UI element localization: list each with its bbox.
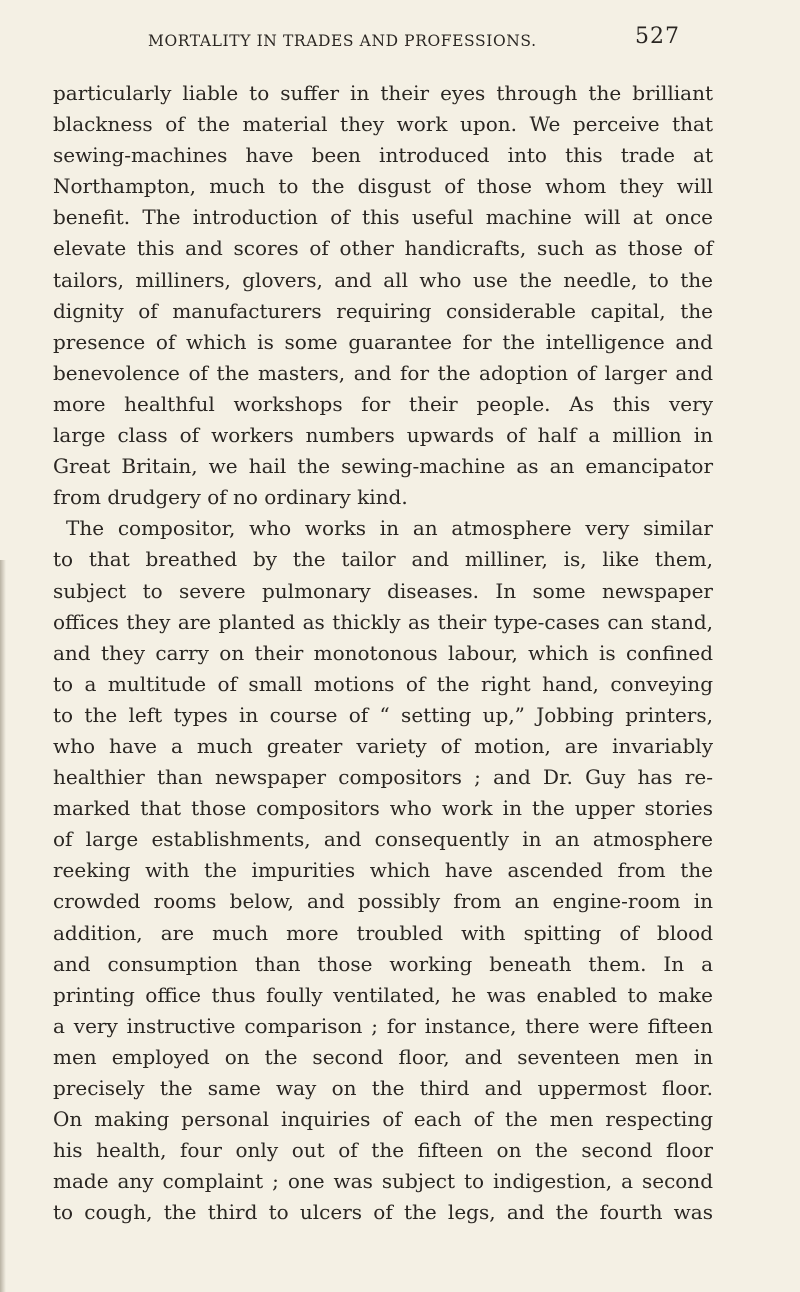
text-line: marked that those compositors who work in the upper stories (53, 796, 713, 821)
text-line: printing office thus foully ventilated, he was enabled to make (53, 982, 713, 1007)
text-line: addition, are much more troubled with spitting of blood (53, 920, 713, 945)
text-line: and they carry on their monotonous labour, which is confined (53, 640, 713, 665)
text-line: tailors, milliners, glovers, and all who use the needle, to the (53, 267, 713, 292)
text-line: sewing-machines have been introduced into this trade at (53, 143, 713, 168)
paragraph-first-line: The compositor, who works in an atmosphere very similar (66, 516, 713, 541)
text-line: Northampton, much to the disgust of those whom they will (53, 174, 713, 199)
text-line: a very instructive comparison ; for instance, there were fifteen (53, 1013, 713, 1038)
text-line: dignity of manufacturers requiring considerable capital, the (53, 298, 713, 323)
text-line: benevolence of the masters, and for the adoption of larger and (53, 360, 713, 385)
text-line: large class of workers numbers upwards of half a million in (53, 423, 713, 448)
text-line: presence of which is some guarantee for the intelligence and (53, 329, 713, 354)
text-line: On making personal inquiries of each of the men respecting (53, 1107, 713, 1132)
page-edge-shadow (0, 560, 6, 1292)
text-line: benefit. The introduction of this useful machine will at once (53, 205, 713, 230)
page-number: 527 (635, 24, 680, 49)
text-line: made any complaint ; one was subject to indigestion, a second (53, 1169, 713, 1194)
text-line: offices they are planted as thickly as their type-cases can stand, (53, 609, 713, 634)
running-head: MORTALITY IN TRADES AND PROFESSIONS. (148, 32, 537, 50)
text-line: blackness of the material they work upon. We perceive that (53, 112, 713, 137)
text-line: to the left types in course of “ setting up,” Jobbing printers, (53, 702, 713, 727)
text-line: more healthful workshops for their people. As this very (53, 391, 713, 416)
text-line: of large establishments, and consequently in an atmosphere (53, 827, 713, 852)
text-line: to cough, the third to ulcers of the legs, and the fourth was (53, 1200, 713, 1225)
text-line: and consumption than those working beneath them. In a (53, 951, 713, 976)
text-line: particularly liable to suffer in their eyes through the brilliant (53, 81, 713, 105)
text-line: his health, four only out of the fifteen on the second floor (53, 1138, 713, 1163)
text-line: to that breathed by the tailor and milliner, is, like them, (53, 547, 713, 572)
text-line: elevate this and scores of other handicrafts, such as those of (53, 236, 713, 261)
text-line: crowded rooms below, and possibly from an engine-room in (53, 889, 713, 914)
text-line: men employed on the second floor, and seventeen men in (53, 1044, 713, 1069)
body-text (53, 78, 713, 1228)
text-line: healthier than newspaper compositors ; and Dr. Guy has re- (53, 765, 713, 790)
text-line: Great Britain, we hail the sewing-machine as an emancipator (53, 454, 713, 479)
text-line: reeking with the impurities which have ascended from the (53, 858, 713, 883)
text-line: to a multitude of small motions of the right hand, conveying (53, 671, 713, 696)
text-line: precisely the same way on the third and uppermost floor. (53, 1076, 713, 1100)
page-header (148, 24, 680, 54)
paragraph-end-line: from drudgery of no ordinary kind. (53, 485, 408, 510)
text-line: subject to severe pulmonary diseases. In some newspaper (53, 578, 713, 603)
text-line: who have a much greater variety of motion, are invariably (53, 733, 713, 758)
